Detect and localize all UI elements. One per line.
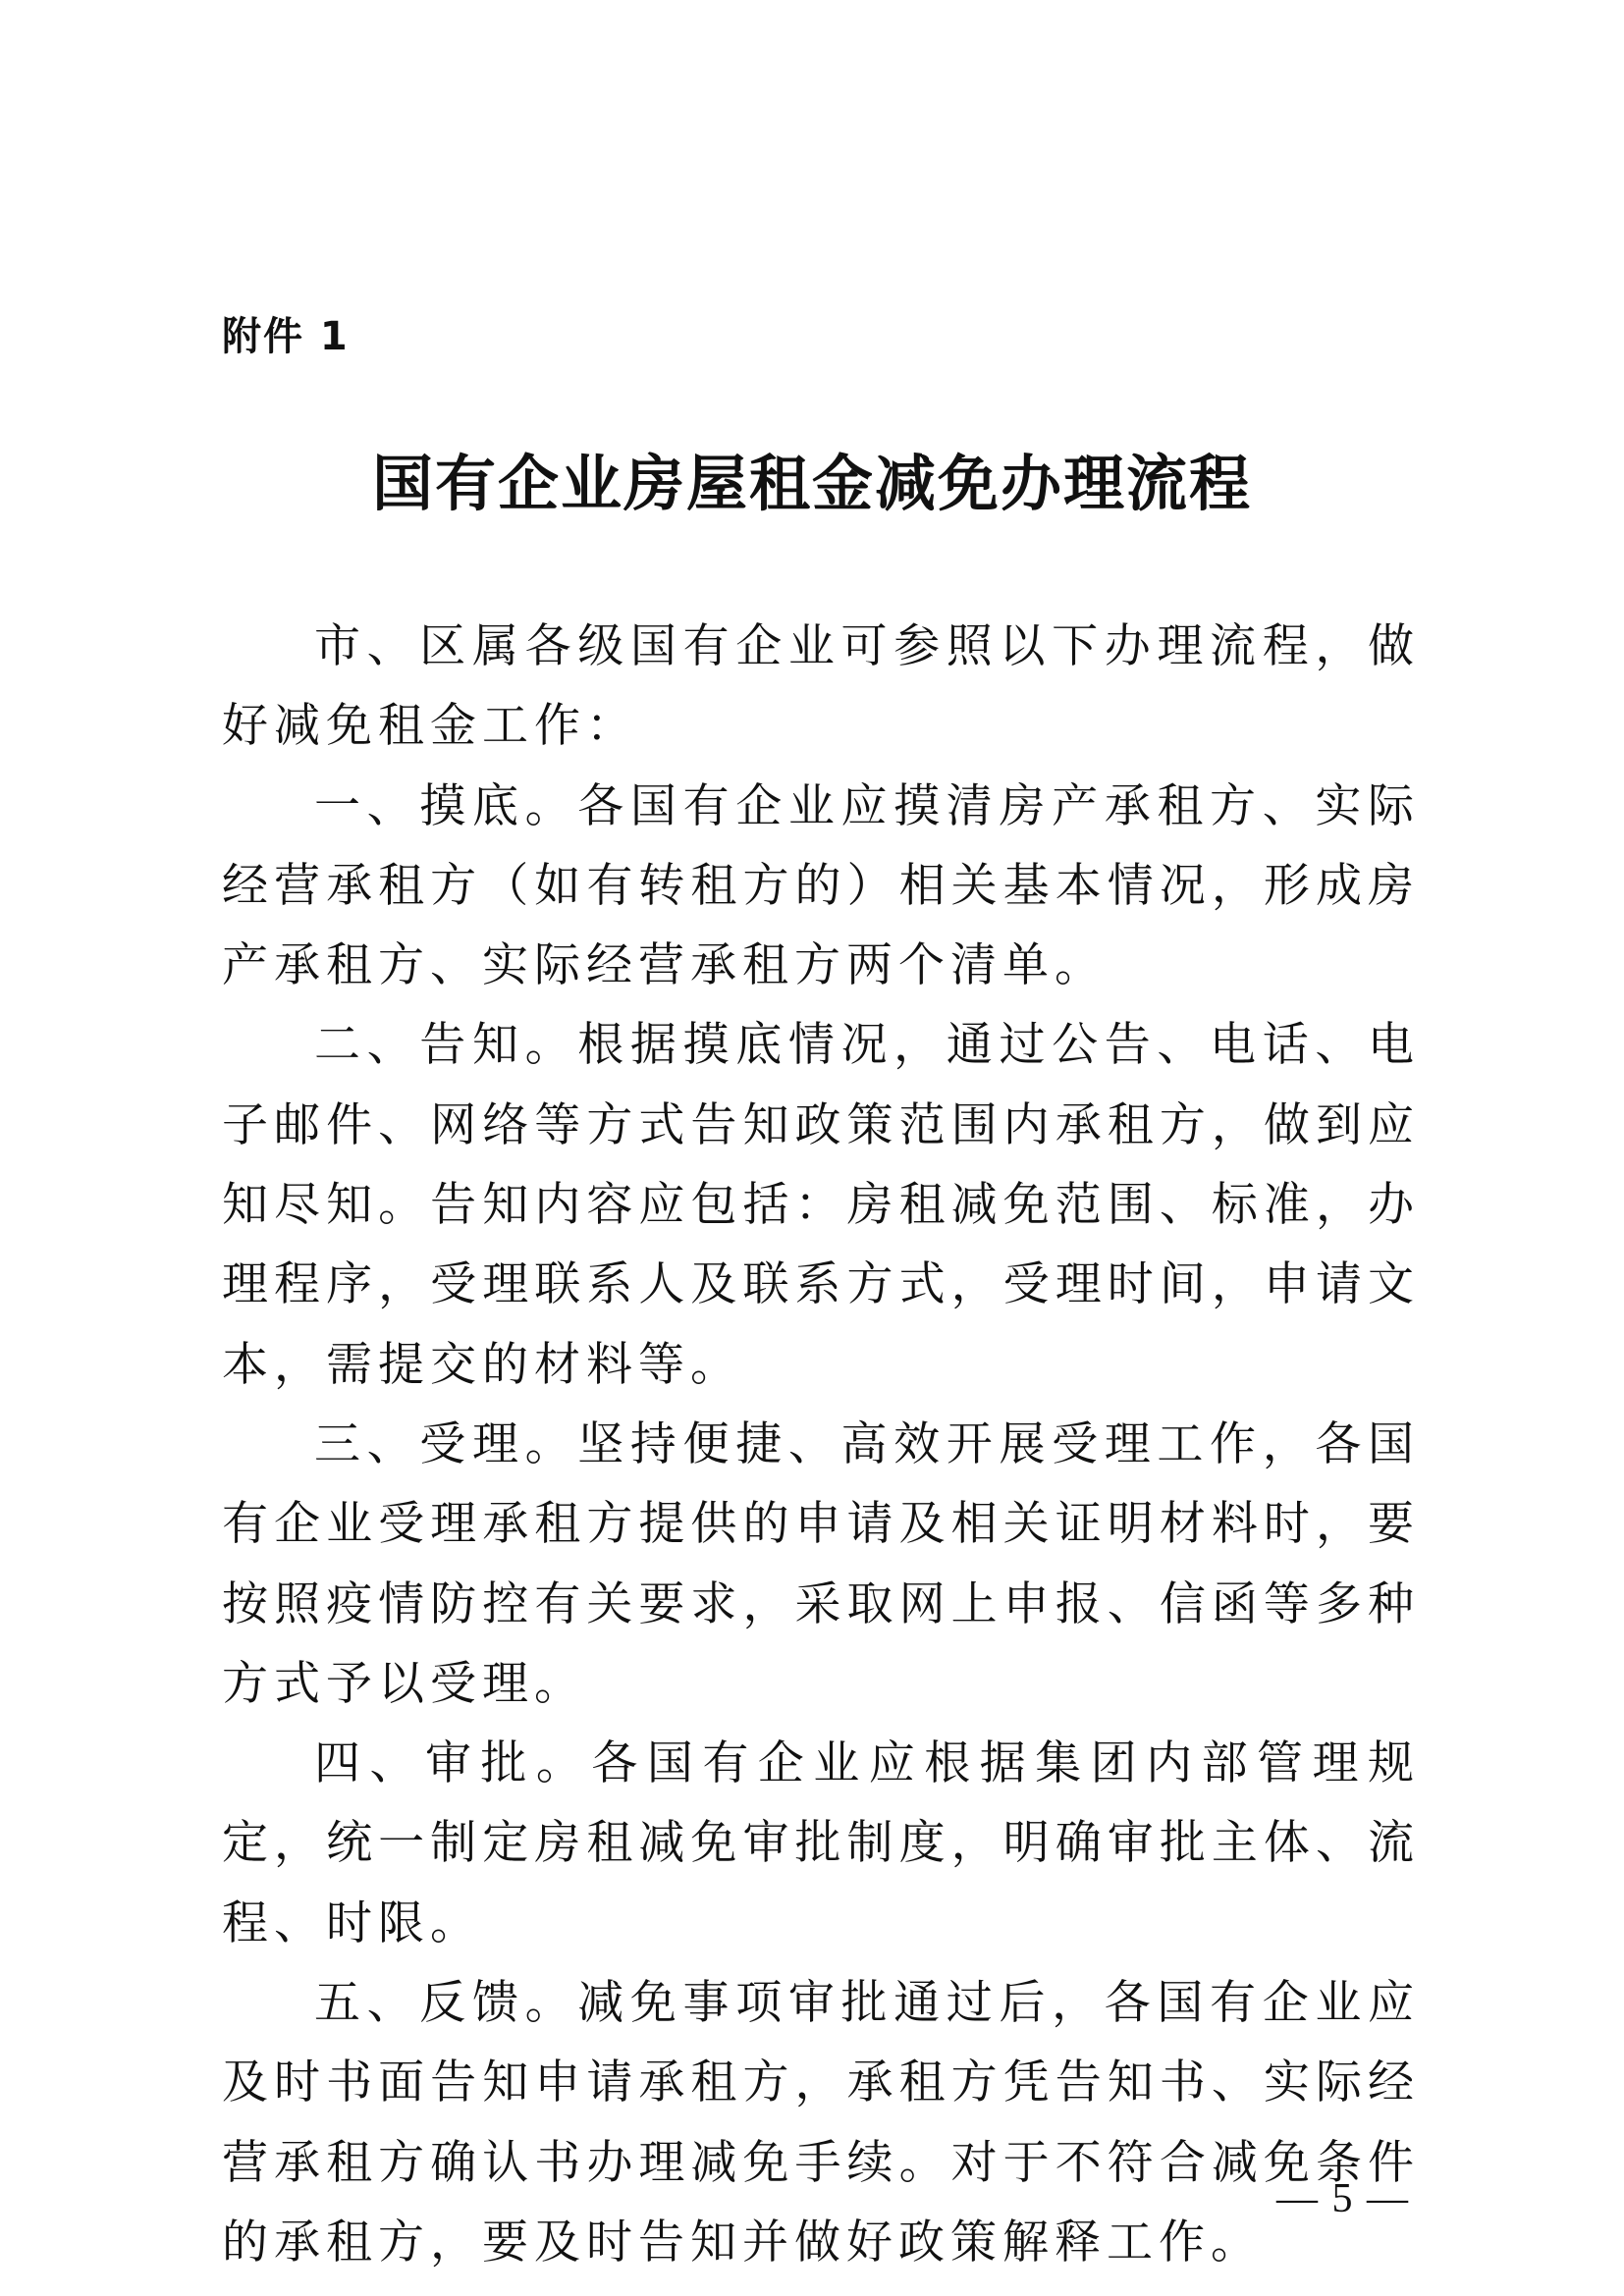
step-paragraph-feedback: 五、反馈。减免事项审批通过后，各国有企业应及时书面告知申请承租方，承租方凭告知书、实际经营承租方确认书办理减免手续。对于不符合减免条件的承租方，要及时告知并做好政策解释工作。 xyxy=(222,1976,1420,2269)
step-paragraph-accept: 三、受理。坚持便捷、高效开展受理工作，各国有企业受理承租方提供的申请及相关证明材料时，要按照疫情防控有关要求，采取网上申报、信函等多种方式予以受理。 xyxy=(222,1416,1420,1711)
attachment-label: 附件 1 xyxy=(222,314,350,359)
document-body xyxy=(222,607,1420,2282)
step-paragraph-notify: 二、告知。根据摸底情况，通过公告、电话、电子邮件、网络等方式告知政策范围内承租方，做到应知尽知。告知内容应包括：房租减免范围、标准，办理程序，受理联系人及联系方式，受理时间，申请文本，需提交的材料等。 xyxy=(222,1018,1420,1392)
document-title: 国有企业房屋租金减免办理流程 xyxy=(371,448,1252,519)
intro-paragraph: 市、区属各级国有企业可参照以下办理流程，做好减免租金工作： xyxy=(222,619,1420,754)
step-paragraph-approve: 四、审批。各国有企业应根据集团内部管理规定，统一制定房租减免审批制度，明确审批主体、流程、时限。 xyxy=(222,1736,1420,1950)
step-paragraph-survey: 一、摸底。各国有企业应摸清房产承租方、实际经营承租方（如有转租方的）相关基本情况，形成房产承租方、实际经营承租方两个清单。 xyxy=(222,778,1420,993)
page-number: — 5 — xyxy=(1276,2176,1410,2221)
